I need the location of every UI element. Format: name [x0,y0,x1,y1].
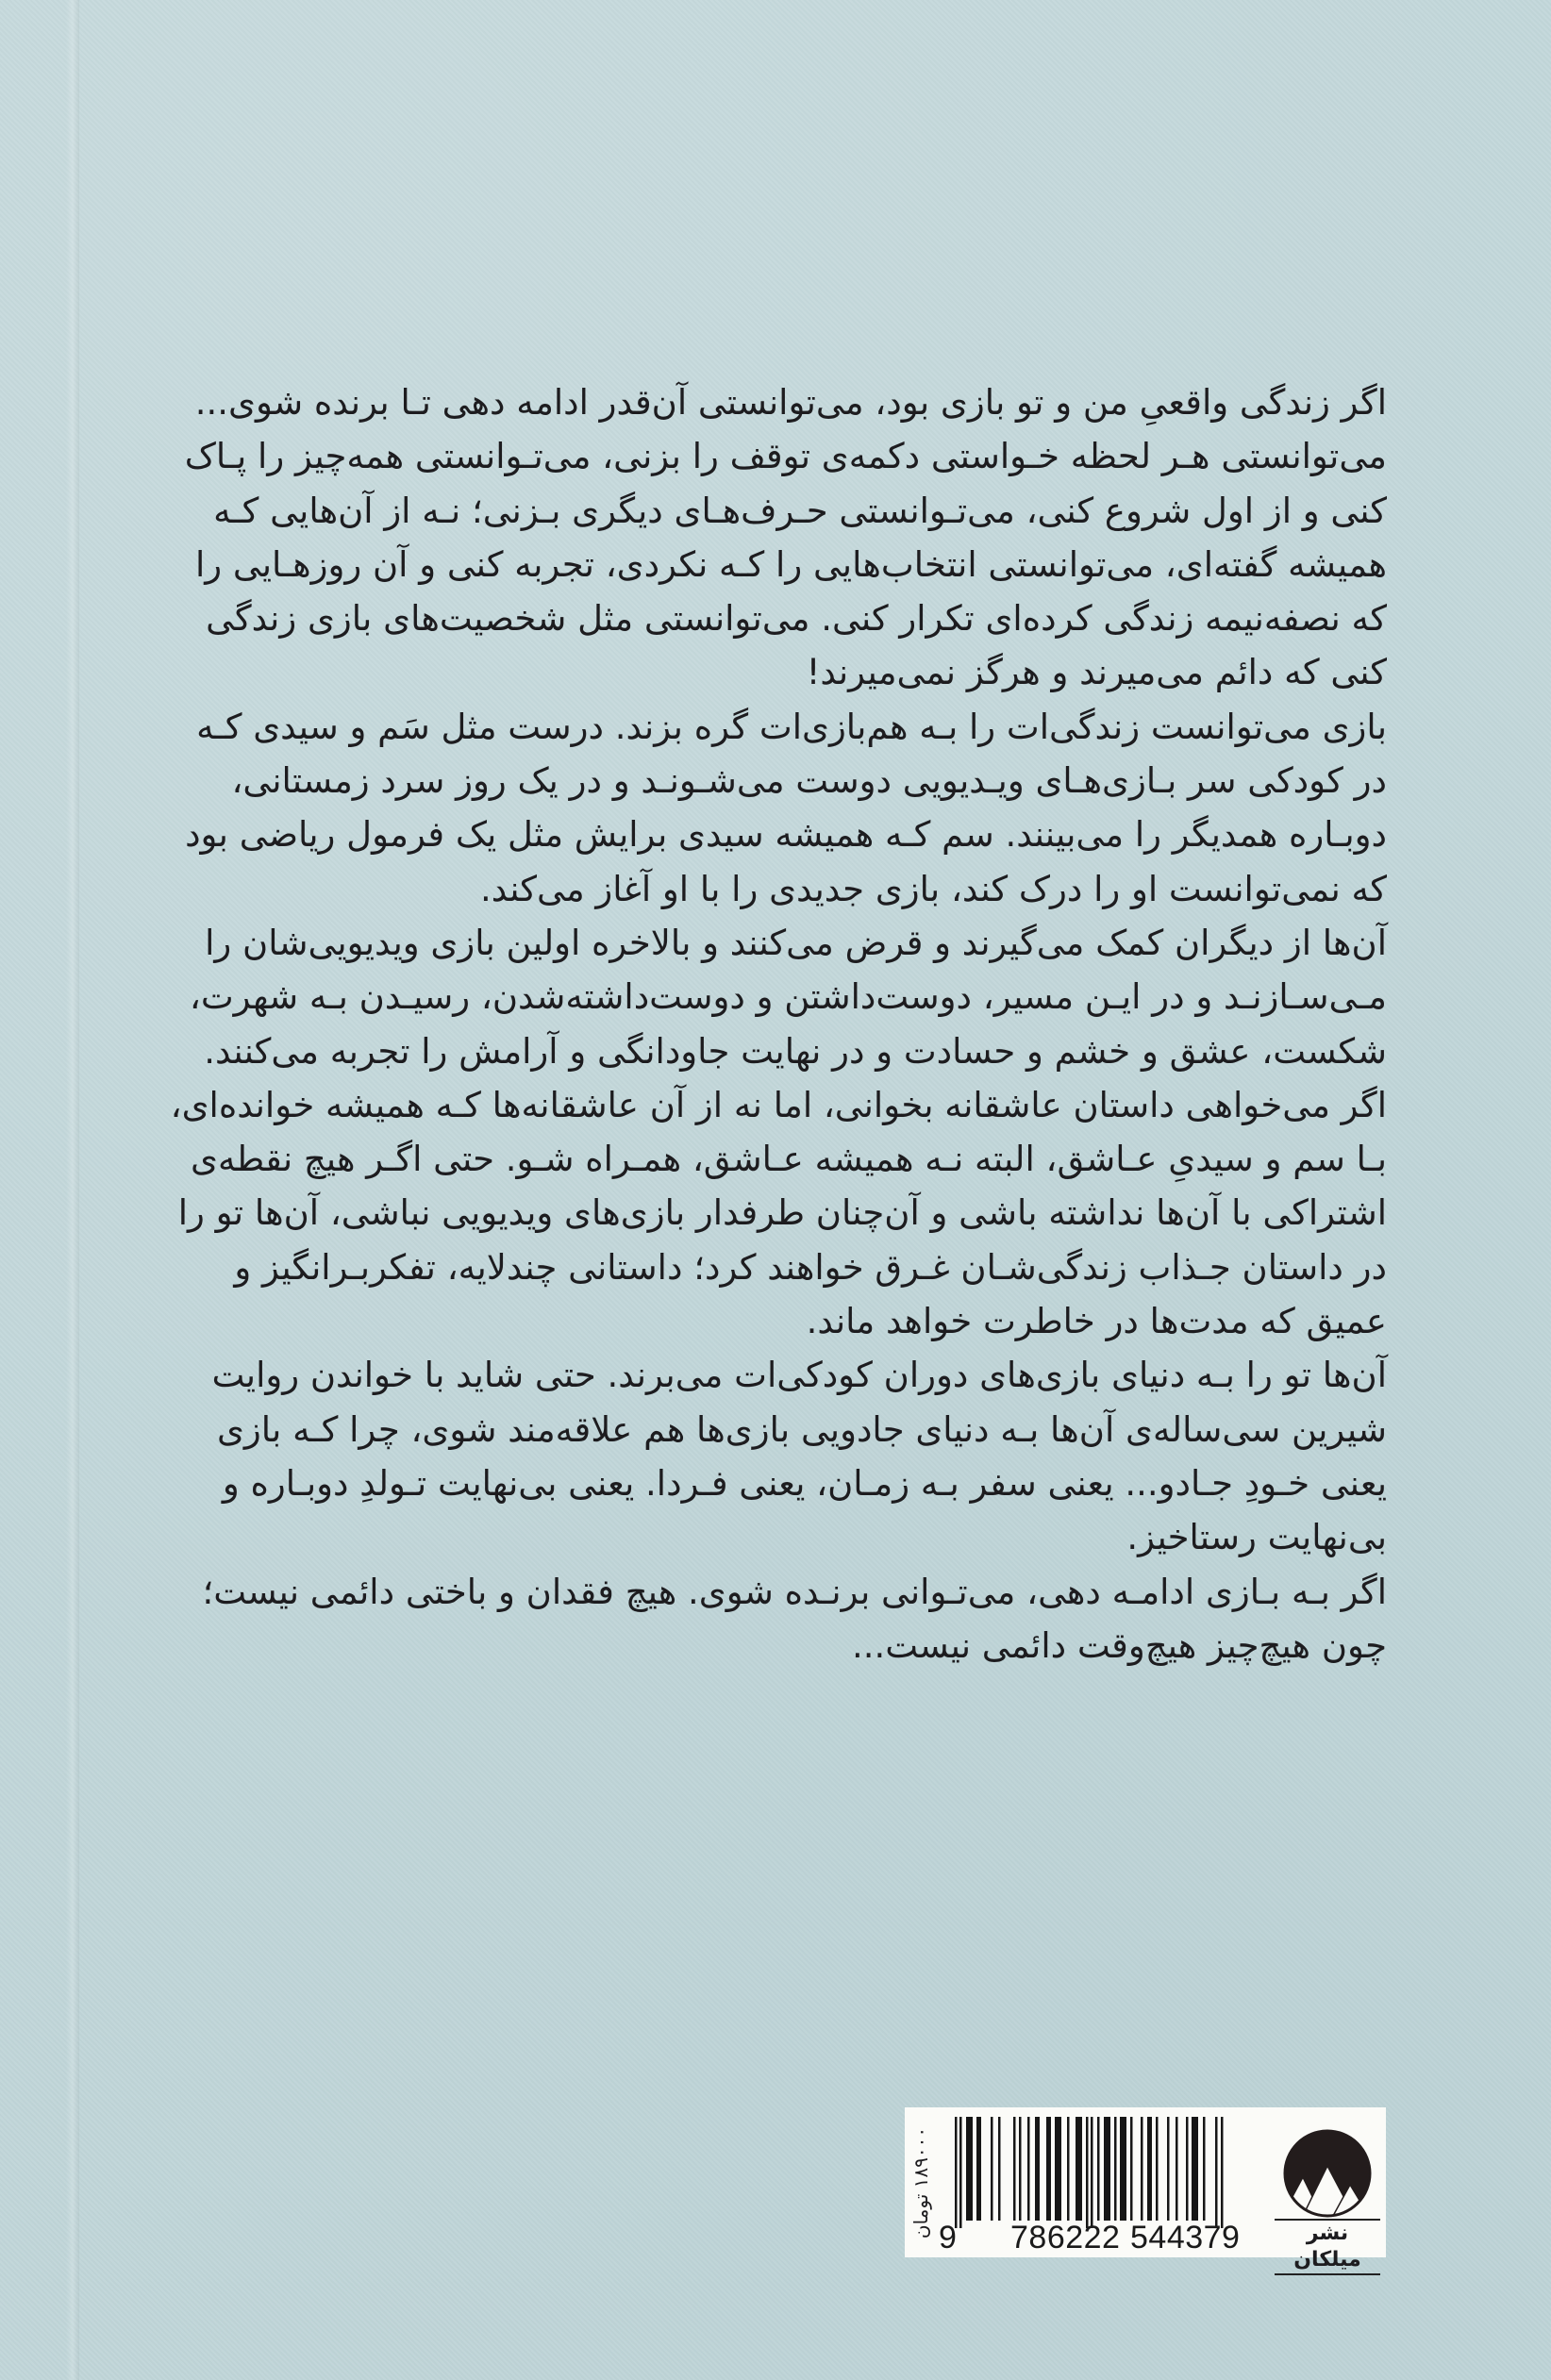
blurb-paragraph [189,916,1387,1078]
blurb-line: مـی‌سـازنـد و در ایـن مسیر، دوست‌داشتن و دوست‌داشته‌شدن، رسیـدن بـه شهرت، [189,976,1387,1018]
blurb-line: چون هیچ‌چیز هیچ‌وقت دائمی نیست... [851,1624,1387,1666]
blurb-text [170,375,1387,1673]
blurb-line: بازی می‌توانست زندگی‌ات را بـه هم‌بازی‌ات گره بزند. درست مثل سَم و سیدی کـه [196,706,1387,747]
blurb-line: آن‌ها از دیگران کمک می‌گیرند و قرض می‌کنند و بالاخره اولین بازی ویدیویی‌شان را [205,922,1387,963]
isbn-group-1: 786222 [1010,2220,1121,2255]
blurb-line: آن‌ها تو را بـه دنیای بازی‌های دوران کودکی‌ات می‌برند. حتی شاید با خواندن روایت [211,1355,1387,1396]
blurb-line: اگر زندگی واقعیِ من و تو بازی بود، می‌توانستی آن‌قدر ادامه دهی تـا برنده شوی... [194,382,1387,423]
blurb-line: دوبـاره همدیگر را می‌بینند. سم کـه همیشه سیدی برایش مثل یک فرمول ریاضی بود [185,814,1387,856]
mountain-peaks-circle-icon [1275,2128,1380,2219]
blurb-line: که نمی‌توانست او را درک کند، بازی جدیدی را با او آغاز می‌کند. [480,868,1387,909]
blurb-line: یعنی خـودِ جـادو... یعنی سفر بـه زمـان، یعنی فـردا. یعنی بی‌نهایت تـولدِ دوبـاره و [222,1462,1387,1504]
blurb-line: می‌توانستی هـر لحظه خـواستی دکمه‌ی توقف را بزنی، می‌تـوانستی همه‌چیز را پـاک [184,436,1387,477]
price-label [905,2107,937,2257]
barcode-label [905,2107,1386,2272]
blurb-paragraph [202,1565,1387,1673]
spine-fold-shading [66,0,79,2380]
blurb-line: بی‌نهایت رستاخیز. [1126,1517,1387,1558]
blurb-line: عمیق که مدت‌ها در خاطرت خواهد ماند. [806,1301,1387,1342]
isbn-prefix: 9 [939,2220,957,2255]
blurb-paragraph [184,375,1387,700]
blurb-line: بـا سم و سیدیِ عـاشق، البته نـه همیشه عـاشق، همـراه شـو. حتی اگـر هیچ نقطه‌ی [191,1139,1387,1180]
blurb-line: شیرین سی‌ساله‌ی آن‌ها بـه دنیای جادویی بازی‌ها هم علاقه‌مند شوی، چرا کـه بازی [216,1408,1387,1450]
blurb-paragraph [170,1078,1387,1348]
blurb-line: شکست، عشق و خشم و حسادت و در نهایت جاودانگی و آرامش را تجربه می‌کنند. [204,1030,1387,1072]
publisher-logo [1275,2128,1380,2272]
blurb-line: در کودکی سر بـازی‌هـای ویـدیویی دوست می‌شـونـد و در یک روز سرد زمستانی، [231,760,1387,802]
isbn-group-2: 544379 [1130,2220,1241,2255]
isbn-barcode-icon [955,2117,1225,2228]
blurb-line: در داستان جـذاب زندگی‌شـان غـرق خواهند کرد؛ داستانی چندلایه، تفکربـرانگیز و [234,1246,1387,1288]
blurb-paragraph [185,700,1387,916]
blurb-paragraph [211,1348,1387,1564]
blurb-line: کنی که دائم می‌میرند و هرگز نمی‌میرند! [806,652,1387,693]
blurb-line: اگر بـه بـازی ادامـه دهی، می‌تـوانی برنـده شوی. هیچ فقدان و باختی دائمی نیست؛ [202,1571,1387,1612]
blurb-line: کنی و از اول شروع کنی، می‌تـوانستی حـرف‌هـای دیگری بـزنی؛ نـه از آن‌هایی کـه [213,490,1387,531]
blurb-line: که نصفه‌نیمه زندگی کرده‌ای تکرار کنی. می‌توانستی مثل شخصیت‌های بازی زندگی [206,598,1387,640]
publisher-name: نشر میلکان [1275,2219,1380,2275]
isbn-number [937,2219,1239,2256]
blurb-line: همیشه گفته‌ای، می‌توانستی انتخاب‌هایی را کـه نکردی، تجربه کنی و آن روزهـایی را [194,543,1387,585]
blurb-line: اگر می‌خواهی داستان عاشقانه بخوانی، اما نه از آن عاشقانه‌ها کـه همیشه خوانده‌ای، [170,1084,1387,1125]
blurb-line: اشتراکی با آن‌ها نداشته باشی و آن‌چنان طرفدار بازی‌های ویدیویی نباشی، آن‌ها تو را [177,1192,1387,1234]
price-text: ۱۸۹۰۰۰ تومان [909,2126,933,2239]
